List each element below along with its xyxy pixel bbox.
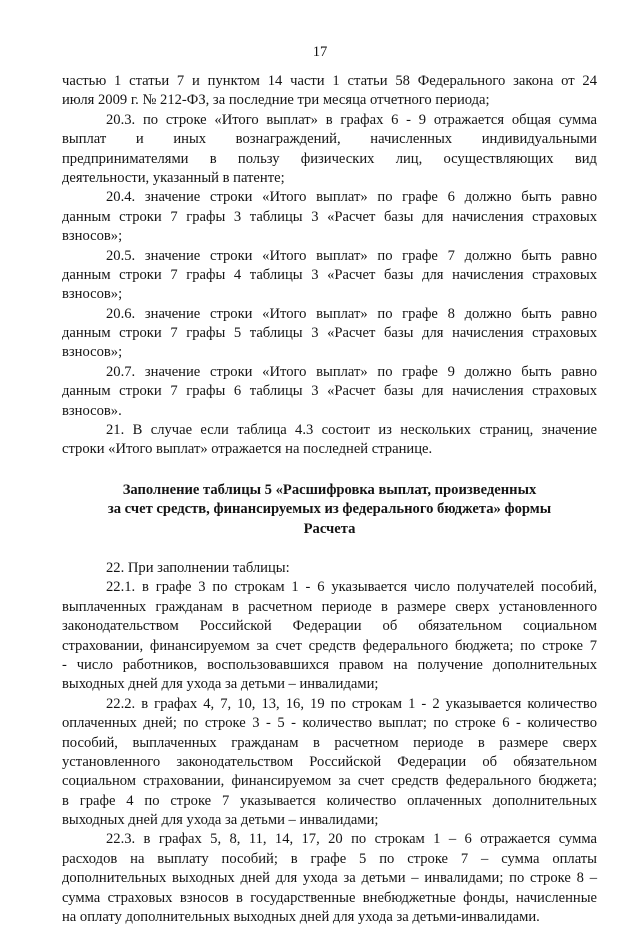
text-line: выходных дней для ухода за детьми – инвалидами; (62, 812, 379, 829)
text-line: 20.3. по строке «Итого выплат» в графах 6 - 9 отражается общая сумма (106, 111, 597, 128)
paragraph-22-2 (62, 695, 597, 831)
text-line: 20.5. значение строки «Итого выплат» по графе 7 должно быть равно (106, 247, 597, 264)
paragraph-20-6 (62, 305, 597, 363)
paragraph-continuation (62, 72, 597, 111)
text-line: социальном страховании, финансируемом за счет средств федерального бюджета; (62, 773, 597, 790)
paragraph-20-5 (62, 247, 597, 305)
page-number: 17 (312, 44, 328, 60)
text-line: деятельности, указанный в патенте; (62, 169, 285, 186)
paragraph-20-7 (62, 363, 597, 421)
text-line: взносов»; (62, 286, 123, 303)
text-line: страховании, финансируемом за счет средств федерального бюджета; по строке 7 (62, 637, 597, 654)
heading-line: Заполнение таблицы 5 «Расшифровка выплат, произведенных (122, 481, 537, 498)
text-line: - число работников, воспользовавшихся правом на получение дополнительных (62, 656, 597, 673)
paragraph-22-3 (62, 830, 597, 927)
text-line: установленного законодательством Российской Федерации об обязательном (62, 753, 597, 770)
text-line: частью 1 статьи 7 и пунктом 14 части 1 статьи 58 Федерального закона от 24 (62, 73, 597, 89)
text-line: 22. При заполнении таблицы: (106, 559, 290, 576)
paragraph-21 (62, 421, 597, 460)
text-line: 21. В случае если таблица 4.3 состоит из нескольких страниц, значение (106, 422, 597, 439)
text-line: 22.1. в графе 3 по строкам 1 - 6 указывается число получателей пособий, (106, 579, 597, 596)
text-line: на оплату дополнительных выходных дней для ухода за детьми-инвалидами. (62, 909, 540, 926)
text-line: строки «Итого выплат» отражается на последней странице. (62, 441, 433, 458)
text-line: оплаченных дней; по строке 3 - 5 - количество выплат; по строке 6 - количество (62, 715, 597, 732)
paragraph-20-4 (62, 188, 597, 246)
paragraph-20-3 (62, 111, 597, 189)
section-heading (62, 481, 597, 539)
document-body (62, 72, 597, 927)
text-line: выплат и иных вознаграждений, начисленных индивидуальными (62, 131, 597, 148)
text-line: законодательством Российской Федерации об обязательном социальном (62, 618, 597, 635)
text-line: июля 2009 г. № 212-ФЗ, за последние три месяца отчетного периода; (62, 92, 490, 109)
text-line: 22.3. в графах 5, 8, 11, 14, 17, 20 по строкам 1 – 6 отражается сумма (106, 831, 597, 848)
text-line: выплаченных гражданам в расчетном периоде в размере сверх установленного (62, 598, 597, 615)
text-line: 22.2. в графах 4, 7, 10, 13, 16, 19 по строкам 1 - 2 указывается количество (106, 695, 597, 712)
text-line: расходов на выплату пособий; в графе 5 по строке 7 – сумма оплаты (62, 850, 597, 867)
text-line: 20.7. значение строки «Итого выплат» по графе 9 должно быть равно (106, 363, 597, 380)
text-line: сумма страховых взносов в государственные внебюджетные фонды, начисленные (62, 889, 597, 906)
text-line: данным строки 7 графы 6 таблицы 3 «Расчет базы для начисления страховых (62, 383, 597, 400)
text-line: 20.4. значение строки «Итого выплат» по графе 6 должно быть равно (106, 189, 597, 206)
text-line: выходных дней для ухода за детьми – инвалидами; (62, 676, 379, 693)
text-line: в графе 4 по строке 7 указывается количество оплаченных дополнительных (62, 792, 597, 809)
paragraph-22 (62, 559, 597, 578)
text-line: пособий, выплаченных гражданам в расчетном периоде в размере сверх (62, 734, 597, 751)
text-line: взносов»; (62, 344, 123, 361)
text-line: дополнительных выходных дней для ухода за детьми – инвалидами; по строке 8 – (62, 870, 597, 887)
text-line: данным строки 7 графы 3 таблицы 3 «Расчет базы для начисления страховых (62, 208, 597, 225)
heading-line: за счет средств, финансируемых из федерального бюджета» формы (107, 501, 552, 518)
heading-line: Расчета (303, 520, 356, 537)
text-line: взносов». (62, 402, 122, 419)
text-line: предпринимателями в пользу физических лиц, осуществляющих вид (62, 150, 597, 167)
text-line: данным строки 7 графы 5 таблицы 3 «Расчет базы для начисления страховых (62, 325, 597, 342)
text-line: данным строки 7 графы 4 таблицы 3 «Расчет базы для начисления страховых (62, 266, 597, 283)
text-line: взносов»; (62, 228, 123, 245)
text-line: 20.6. значение строки «Итого выплат» по графе 8 должно быть равно (106, 305, 597, 322)
paragraph-22-1 (62, 578, 597, 694)
